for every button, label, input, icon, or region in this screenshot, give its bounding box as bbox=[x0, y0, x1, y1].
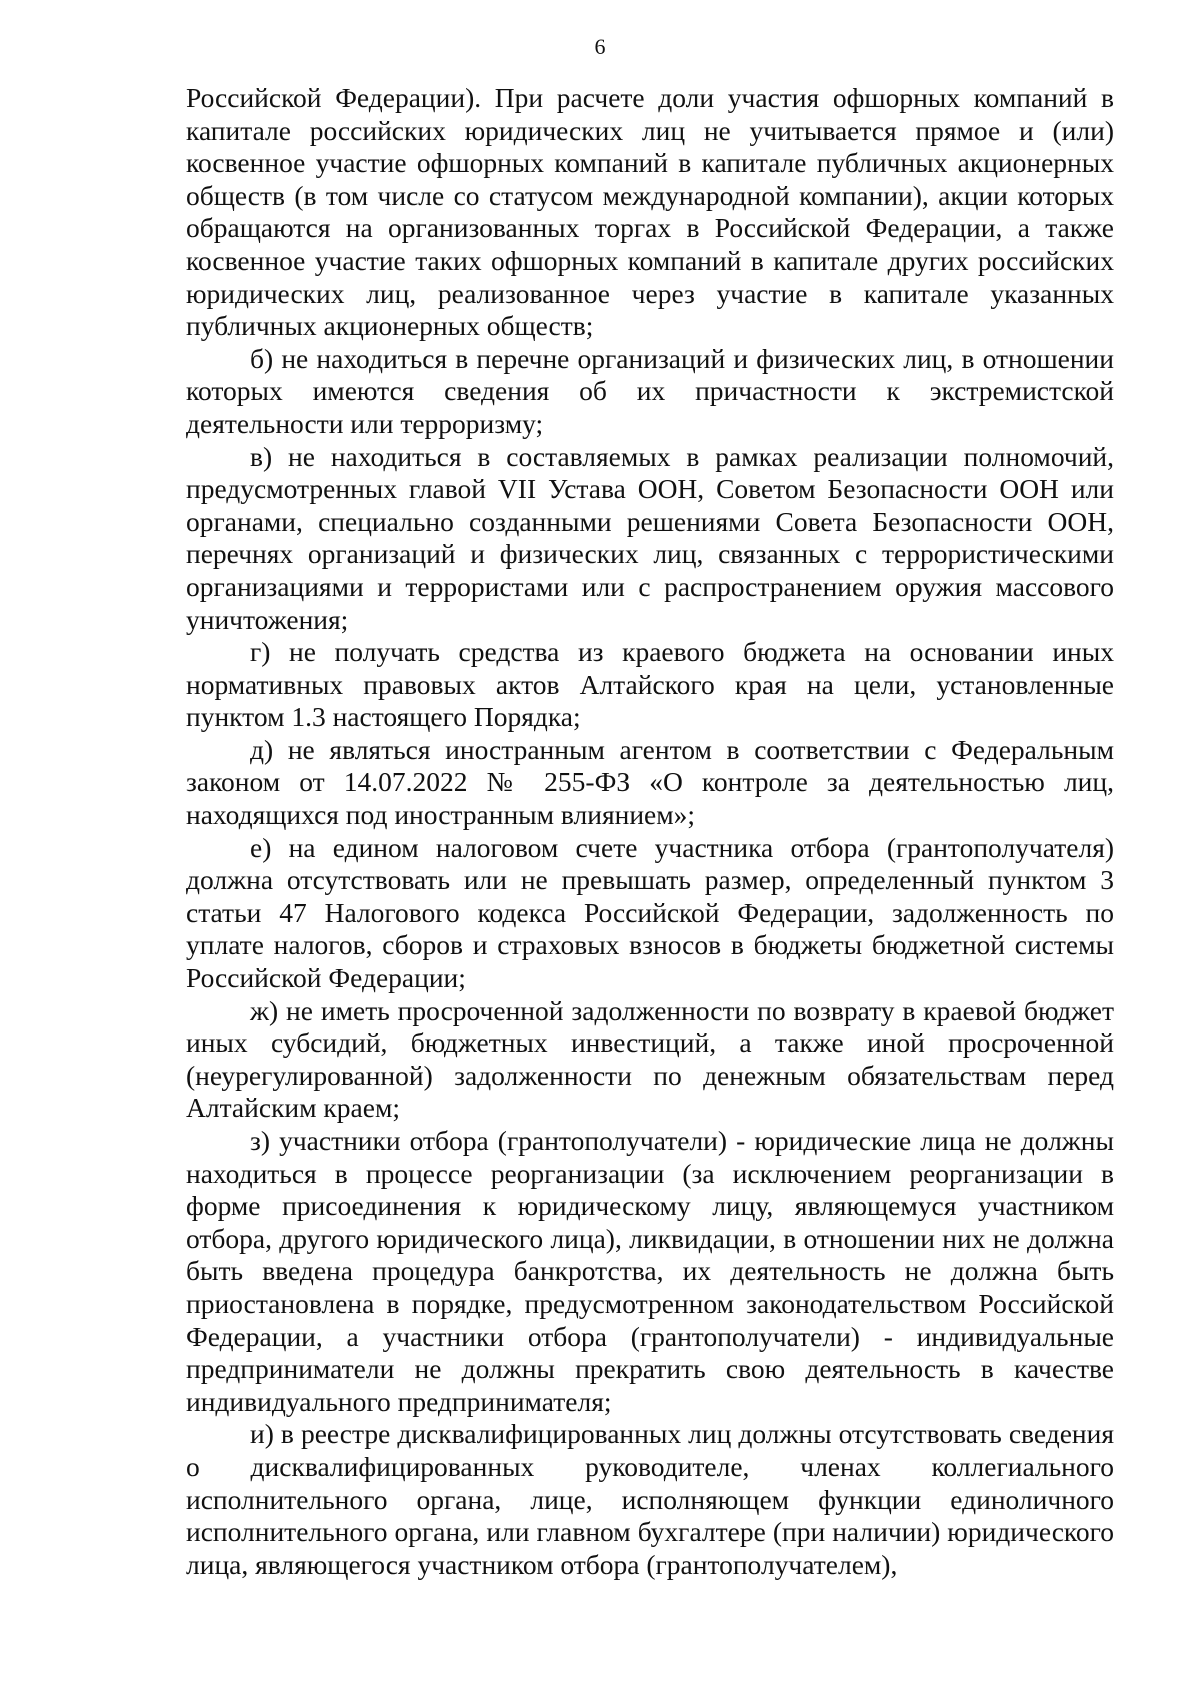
paragraph-continuation: Российской Федерации). При расчете доли участия офшорных компаний в капитале российских юридических лиц не учитывается прямое и (или) косвенное участие офшорных компаний в капитале публичных акционерных обществ (в том числе со статусом международной компании), акции которых обращаются на организованных торгах в Российской Федерации, а также косвенное участие таких офшорных компаний в капитале других российских юридических лиц, реализованное через участие в капитале указанных публичных акционерных обществ; bbox=[186, 82, 1114, 342]
paragraph-item-d: д) не являться иностранным агентом в соответствии с Федеральным законом от 14.07.2022 № 255-ФЗ «О контроле за деятельностью лиц, находящихся под иностранным влиянием»; bbox=[186, 733, 1114, 831]
paragraph-item-z: з) участники отбора (грантополучатели) - юридические лица не должны находиться в процессе реорганизации (за исключением реорганизации в форме присоединения к юридическому лицу, являющемуся участником отбора, другого юридического лица), ликвидации, в отношении них не должна быть введена процедура банкротства, их деятельность не должна быть приостановлена в порядке, предусмотренном законодательством Российской Федерации, а участники отбора (грантополучатели) - индивидуальные предприниматели не должны прекратить свою деятельность в качестве индивидуального предпринимателя; bbox=[186, 1125, 1114, 1417]
paragraph-item-g: г) не получать средства из краевого бюджета на основании иных нормативных правовых актов Алтайского края на цели, установленные пунктом 1.3 настоящего Порядка; bbox=[186, 636, 1114, 733]
paragraph-item-b: б) не находиться в перечне организаций и физических лиц, в отношении которых имеются сведения об их причастности к экстремистской деятельности или терроризму; bbox=[186, 342, 1114, 439]
document-body bbox=[186, 82, 1114, 1581]
paragraph-item-e: е) на едином налоговом счете участника отбора (грантополучателя) должна отсутствовать или не превышать размер, определенный пунктом 3 статьи 47 Налогового кодекса Российской Федерации, задолженность по уплате налогов, сборов и страховых взносов в бюджеты бюджетной системы Российской Федерации; bbox=[186, 831, 1114, 994]
paragraph-item-i: и) в реестре дисквалифицированных лиц должны отсутствовать сведения о дисквалифицированных руководителе, членах коллегиального исполнительного органа, лице, исполняющем функции единоличного исполнительного органа, или главном бухгалтере (при наличии) юридического лица, являющегося участником отбора (грантополучателем), bbox=[186, 1418, 1114, 1580]
paragraph-item-zh: ж) не иметь просроченной задолженности по возврату в краевой бюджет иных субсидий, бюджетных инвестиций, а также иной просроченной (неурегулированной) задолженности по денежным обязательствам перед Алтайским краем; bbox=[186, 994, 1114, 1124]
paragraph-item-v: в) не находиться в составляемых в рамках реализации полномочий, предусмотренных главой VII Устава ООН, Советом Безопасности ООН или органами, специально созданными решениями Совета Безопасности ООН, перечнях организаций и физических лиц, связанных с террористическими организациями и террористами или с распространением оружия массового уничтожения; bbox=[186, 440, 1114, 635]
page-number: 6 bbox=[594, 34, 606, 59]
